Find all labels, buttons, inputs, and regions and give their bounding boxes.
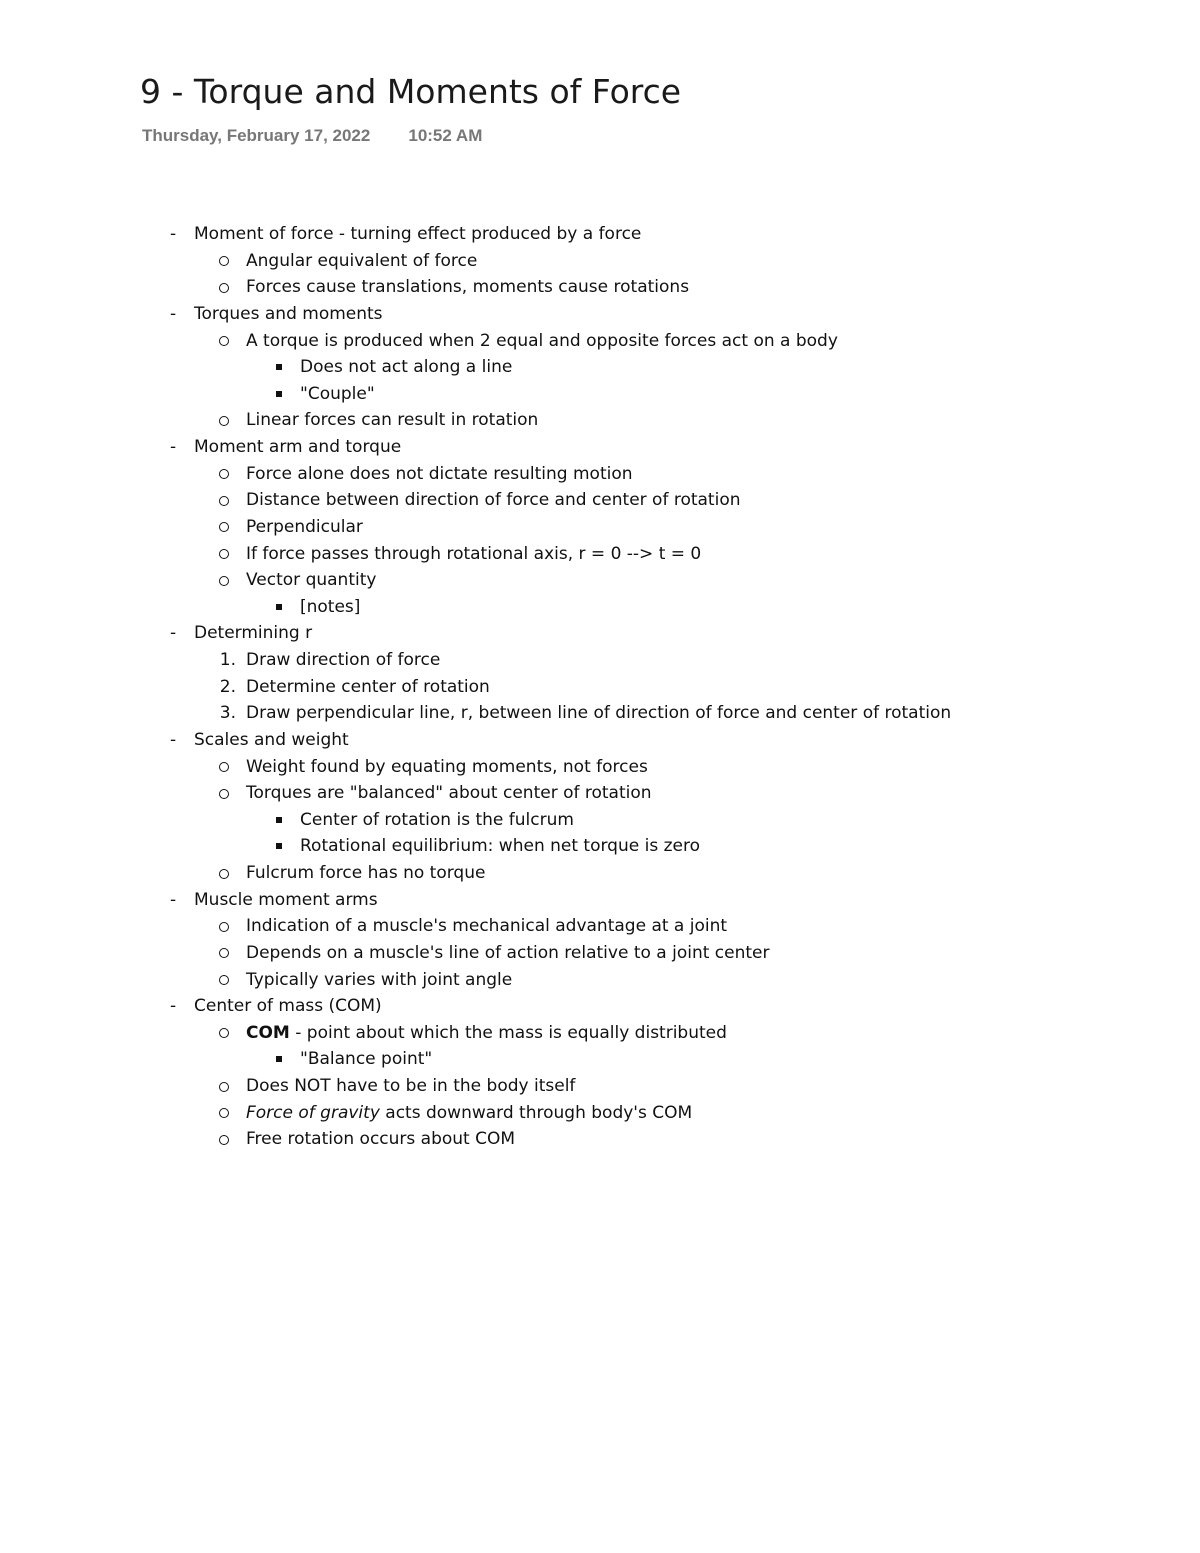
square-bullet-icon [275,381,285,408]
list-item: 2. Determine center of rotation [0,674,1200,701]
list-item: 3. Draw perpendicular line, r, between line of direction of force and center of rotation [0,700,1200,727]
list-item: Rotational equilibrium: when net torque is zero [0,833,1200,860]
list-item: Fulcrum force has no torque [0,860,1200,887]
list-item: Vector quantity [0,567,1200,594]
page-meta [142,126,482,146]
gravity-term: Force of gravity [246,1102,380,1123]
list-item: Free rotation occurs about COM [0,1126,1200,1153]
step-number: 3. [219,703,236,724]
list-item: - Muscle moment arms [0,887,1200,914]
square-bullet-icon [275,833,285,860]
circle-bullet-icon [218,780,232,807]
circle-bullet-icon [218,274,232,301]
list-item: - Center of mass (COM) [0,993,1200,1020]
list-item [0,1100,1200,1127]
list-item: Angular equivalent of force [0,248,1200,275]
list-item: Distance between direction of force and center of rotation [0,487,1200,514]
list-item: Forces cause translations, moments cause rotations [0,274,1200,301]
circle-bullet-icon [218,967,232,994]
list-item: - Torques and moments [0,301,1200,328]
square-bullet-icon [275,1046,285,1073]
list-item: - Moment arm and torque [0,434,1200,461]
list-item: [notes] [0,594,1200,621]
com-term: COM [246,1022,290,1043]
circle-bullet-icon [218,1126,232,1153]
list-item: - Moment of force - turning effect produced by a force [0,221,1200,248]
list-item: A torque is produced when 2 equal and opposite forces act on a body [0,328,1200,355]
list-item: Does not act along a line [0,354,1200,381]
list-item: Center of rotation is the fulcrum [0,807,1200,834]
list-item: Does NOT have to be in the body itself [0,1073,1200,1100]
circle-bullet-icon [218,1100,232,1127]
dash-bullet-icon [170,221,182,248]
list-item: Force alone does not dictate resulting motion [0,461,1200,488]
note-time: 10:52 AM [408,126,483,145]
note-date: Thursday, February 17, 2022 [142,126,371,145]
circle-bullet-icon [218,328,232,355]
list-item: Weight found by equating moments, not forces [0,754,1200,781]
list-item: Linear forces can result in rotation [0,407,1200,434]
list-item: Perpendicular [0,514,1200,541]
list-item: "Couple" [0,381,1200,408]
circle-bullet-icon [218,541,232,568]
step-number: 2. [219,676,236,697]
circle-bullet-icon [218,248,232,275]
notes-outline [0,221,1200,1153]
square-bullet-icon [275,807,285,834]
dash-bullet-icon [170,620,182,647]
circle-bullet-icon [218,407,232,434]
list-item: If force passes through rotational axis, r = 0 --> t = 0 [0,541,1200,568]
list-item: "Balance point" [0,1046,1200,1073]
circle-bullet-icon [218,860,232,887]
circle-bullet-icon [218,567,232,594]
circle-bullet-icon [218,913,232,940]
circle-bullet-icon [218,940,232,967]
dash-bullet-icon [170,727,182,754]
gravity-note: Force of gravity acts downward through body's COM [246,1102,693,1123]
circle-bullet-icon [218,1073,232,1100]
list-item [0,1020,1200,1047]
circle-bullet-icon [218,514,232,541]
list-item: - Determining r [0,620,1200,647]
square-bullet-icon [275,354,285,381]
circle-bullet-icon [218,754,232,781]
list-item: Indication of a muscle's mechanical advantage at a joint [0,913,1200,940]
list-item: Depends on a muscle's line of action relative to a joint center [0,940,1200,967]
list-item: 1. Draw direction of force [0,647,1200,674]
dash-bullet-icon [170,301,182,328]
circle-bullet-icon [218,461,232,488]
circle-bullet-icon [218,487,232,514]
list-item: Torques are "balanced" about center of rotation [0,780,1200,807]
step-number: 1. [219,650,236,670]
dash-bullet-icon [170,434,182,461]
dash-bullet-icon [170,887,182,914]
dash-bullet-icon [170,993,182,1020]
com-definition: COM - point about which the mass is equally distributed [246,1022,727,1043]
list-item: Typically varies with joint angle [0,967,1200,994]
circle-bullet-icon [218,1020,232,1047]
list-item: - Scales and weight [0,727,1200,754]
square-bullet-icon [275,594,285,621]
page-title: 9 - Torque and Moments of Force [140,72,682,111]
